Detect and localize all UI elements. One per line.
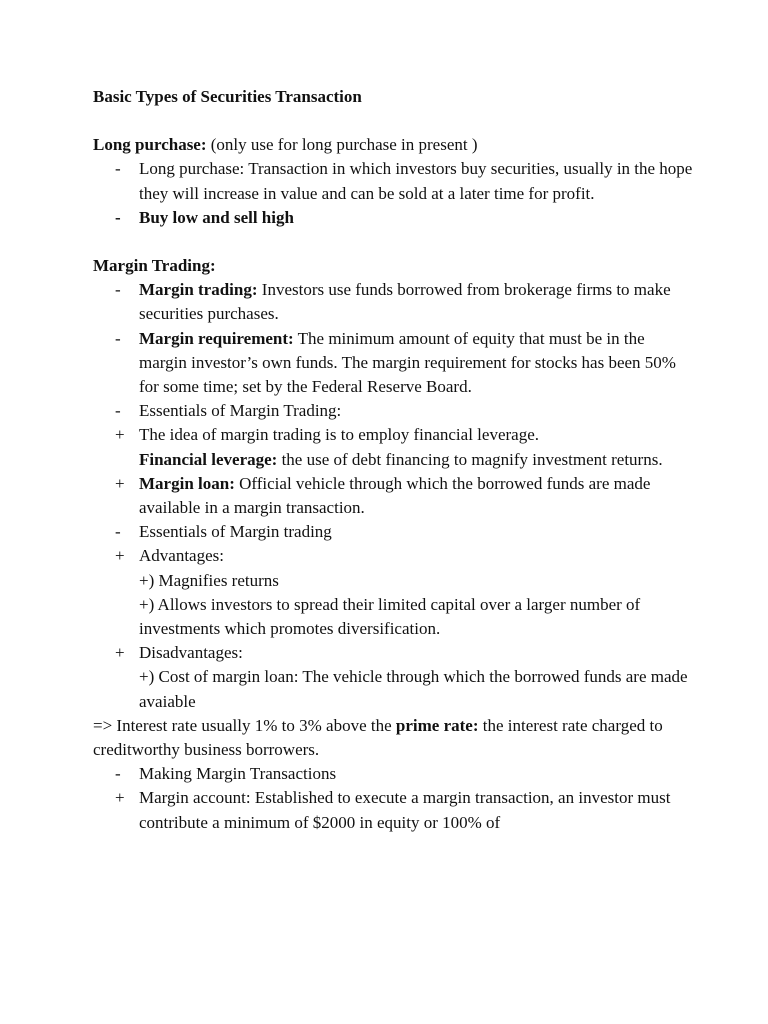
dash-bullet: - <box>115 522 121 542</box>
list-item-text: Disadvantages: <box>139 643 243 663</box>
dash-bullet: - <box>115 764 121 784</box>
list-item <box>93 278 693 326</box>
dash-bullet: - <box>115 328 121 348</box>
plus-bullet: + <box>115 425 125 445</box>
dash-bullet: - <box>115 159 121 179</box>
long-purchase-heading-label: Long purchase: <box>93 135 207 155</box>
term-label: prime rate: <box>395 715 479 735</box>
list-item-text: Making Margin Transactions <box>139 764 337 784</box>
list-item <box>93 641 693 665</box>
list-item <box>93 327 693 400</box>
term-label: Financial leverage: <box>139 449 278 469</box>
list-item-text: The idea of margin trading is to employ financial leverage. <box>139 425 539 445</box>
list-item <box>93 762 693 786</box>
term-label: Margin trading: <box>139 280 258 300</box>
list-item-text: Advantages: <box>139 546 224 566</box>
list-item <box>93 157 693 205</box>
list-item-text: Buy low and sell high <box>139 207 294 227</box>
margin-trading-heading: Margin Trading: <box>93 256 216 276</box>
dash-bullet: - <box>115 401 121 421</box>
list-item <box>93 206 693 230</box>
document-title: Basic Types of Securities Transaction <box>93 87 362 106</box>
list-item-text: Official vehicle through which the borrowed funds are made available in a margin transaction. <box>139 473 651 518</box>
list-item-text: Margin account: Established to execute a margin transaction, an investor must contribute a minimum of $2000 in equity or 100% of <box>139 788 671 832</box>
list-item-text: The minimum amount of equity that must be in the margin investor’s own funds. The margin requirement for stocks has been 50% for some time; set by the Federal Reserve Board. <box>139 328 676 397</box>
list-item <box>93 786 693 834</box>
list-item <box>93 544 693 568</box>
interest-rate-suffix: the interest rate charged to creditworthy business borrowers. <box>93 715 663 760</box>
dash-bullet: - <box>115 207 121 227</box>
long-purchase-heading <box>93 133 693 157</box>
paragraph-gap <box>93 230 693 254</box>
long-purchase-heading-note: (only use for long purchase in present ) <box>206 135 478 155</box>
sub-item: +) Allows investors to spread their limited capital over a larger number of investments which promotes diversification. <box>139 594 641 639</box>
plus-bullet: + <box>115 788 125 808</box>
list-item <box>93 472 693 520</box>
plus-bullet: + <box>115 546 125 566</box>
sub-item: +) Cost of margin loan: The vehicle through which the borrowed funds are made avaiable <box>139 667 688 711</box>
list-item-text: Essentials of Margin Trading: <box>139 401 342 421</box>
dash-bullet: - <box>115 280 121 300</box>
term-label: Margin loan: <box>139 473 235 493</box>
list-item <box>93 399 693 423</box>
list-item-text: Long purchase: Transaction in which investors buy securities, usually in the hope they will increase in value and can be sold at a later time for profit. <box>139 159 693 203</box>
list-item-text: the use of debt financing to magnify investment returns. <box>277 449 663 469</box>
term-label: Margin requirement: <box>139 328 294 348</box>
plus-bullet: + <box>115 473 125 493</box>
interest-rate-note <box>93 714 693 762</box>
list-item <box>93 520 693 544</box>
interest-rate-prefix: => Interest rate usually 1% to 3% above the <box>93 715 396 735</box>
list-item <box>93 423 693 471</box>
list-item-text: Investors use funds borrowed from brokerage firms to make securities purchases. <box>139 280 671 324</box>
list-item-text: Essentials of Margin trading <box>139 522 332 542</box>
plus-bullet: + <box>115 643 125 663</box>
sub-item: +) Magnifies returns <box>139 570 279 590</box>
document-page <box>93 85 693 835</box>
